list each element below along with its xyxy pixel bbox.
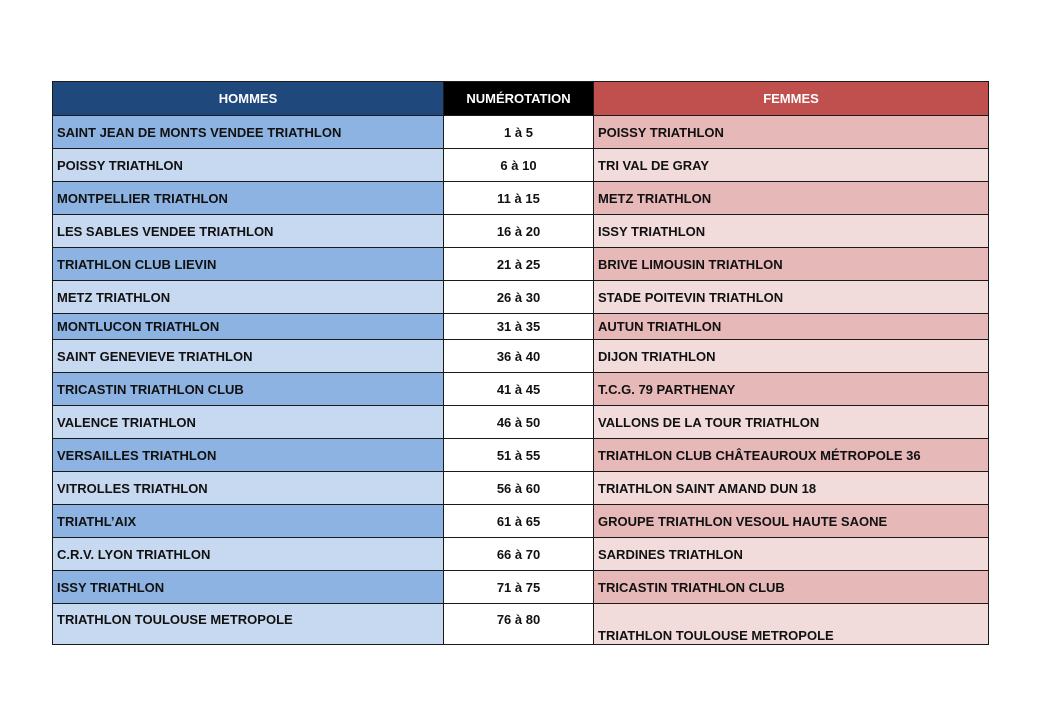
table-row xyxy=(53,116,989,149)
men-column-header: HOMMES xyxy=(53,82,444,116)
men-club-cell: VERSAILLES TRIATHLON xyxy=(53,439,444,472)
men-club-cell: TRIATHL’AIX xyxy=(53,505,444,538)
table-row xyxy=(53,340,989,373)
table-row xyxy=(53,373,989,406)
numbering-column-header: NUMÉROTATION xyxy=(444,82,594,116)
table-row xyxy=(53,472,989,505)
women-column-header: FEMMES xyxy=(594,82,989,116)
women-club-cell: AUTUN TRIATHLON xyxy=(594,314,989,340)
table-row xyxy=(53,314,989,340)
table-row xyxy=(53,406,989,439)
women-club-cell: TRIATHLON SAINT AMAND DUN 18 xyxy=(594,472,989,505)
women-club-cell: VALLONS DE LA TOUR TRIATHLON xyxy=(594,406,989,439)
bib-range-cell: 76 à 80 xyxy=(444,604,594,645)
women-club-cell: TRIATHLON TOULOUSE METROPOLE xyxy=(594,604,989,645)
bib-range-cell: 1 à 5 xyxy=(444,116,594,149)
women-club-cell: STADE POITEVIN TRIATHLON xyxy=(594,281,989,314)
bib-range-cell: 21 à 25 xyxy=(444,248,594,281)
women-club-cell: POISSY TRIATHLON xyxy=(594,116,989,149)
men-club-cell: METZ TRIATHLON xyxy=(53,281,444,314)
bib-assignment-table xyxy=(52,81,989,645)
table-row xyxy=(53,215,989,248)
table-row xyxy=(53,538,989,571)
bib-range-cell: 16 à 20 xyxy=(444,215,594,248)
men-club-cell: SAINT JEAN DE MONTS VENDEE TRIATHLON xyxy=(53,116,444,149)
bib-range-cell: 71 à 75 xyxy=(444,571,594,604)
table-row xyxy=(53,571,989,604)
women-club-cell: T.C.G. 79 PARTHENAY xyxy=(594,373,989,406)
women-club-cell: BRIVE LIMOUSIN TRIATHLON xyxy=(594,248,989,281)
table-row xyxy=(53,439,989,472)
bib-range-cell: 61 à 65 xyxy=(444,505,594,538)
men-club-cell: TRIATHLON TOULOUSE METROPOLE xyxy=(53,604,444,645)
men-club-cell: MONTLUCON TRIATHLON xyxy=(53,314,444,340)
men-club-cell: TRICASTIN TRIATHLON CLUB xyxy=(53,373,444,406)
women-club-cell: TRICASTIN TRIATHLON CLUB xyxy=(594,571,989,604)
table-row xyxy=(53,182,989,215)
table-row xyxy=(53,149,989,182)
women-club-cell: SARDINES TRIATHLON xyxy=(594,538,989,571)
bib-range-cell: 46 à 50 xyxy=(444,406,594,439)
table-row xyxy=(53,248,989,281)
men-club-cell: TRIATHLON CLUB LIEVIN xyxy=(53,248,444,281)
men-club-cell: SAINT GENEVIEVE TRIATHLON xyxy=(53,340,444,373)
table-row xyxy=(53,505,989,538)
men-club-cell: VALENCE TRIATHLON xyxy=(53,406,444,439)
men-club-cell: C.R.V. LYON TRIATHLON xyxy=(53,538,444,571)
bib-range-cell: 56 à 60 xyxy=(444,472,594,505)
women-club-cell: TRI VAL DE GRAY xyxy=(594,149,989,182)
women-club-cell: GROUPE TRIATHLON VESOUL HAUTE SAONE xyxy=(594,505,989,538)
table-row xyxy=(53,604,989,645)
men-club-cell: MONTPELLIER TRIATHLON xyxy=(53,182,444,215)
bib-range-cell: 31 à 35 xyxy=(444,314,594,340)
header-row xyxy=(53,82,989,116)
bib-range-cell: 26 à 30 xyxy=(444,281,594,314)
women-club-cell: ISSY TRIATHLON xyxy=(594,215,989,248)
bib-range-cell: 11 à 15 xyxy=(444,182,594,215)
women-club-cell: TRIATHLON CLUB CHÂTEAUROUX MÉTROPOLE 36 xyxy=(594,439,989,472)
bib-range-cell: 6 à 10 xyxy=(444,149,594,182)
men-club-cell: LES SABLES VENDEE TRIATHLON xyxy=(53,215,444,248)
bib-range-cell: 51 à 55 xyxy=(444,439,594,472)
bib-range-cell: 66 à 70 xyxy=(444,538,594,571)
bib-range-cell: 41 à 45 xyxy=(444,373,594,406)
men-club-cell: POISSY TRIATHLON xyxy=(53,149,444,182)
women-club-cell: DIJON TRIATHLON xyxy=(594,340,989,373)
men-club-cell: ISSY TRIATHLON xyxy=(53,571,444,604)
bib-range-cell: 36 à 40 xyxy=(444,340,594,373)
men-club-cell: VITROLLES TRIATHLON xyxy=(53,472,444,505)
table-row xyxy=(53,281,989,314)
women-club-cell: METZ TRIATHLON xyxy=(594,182,989,215)
